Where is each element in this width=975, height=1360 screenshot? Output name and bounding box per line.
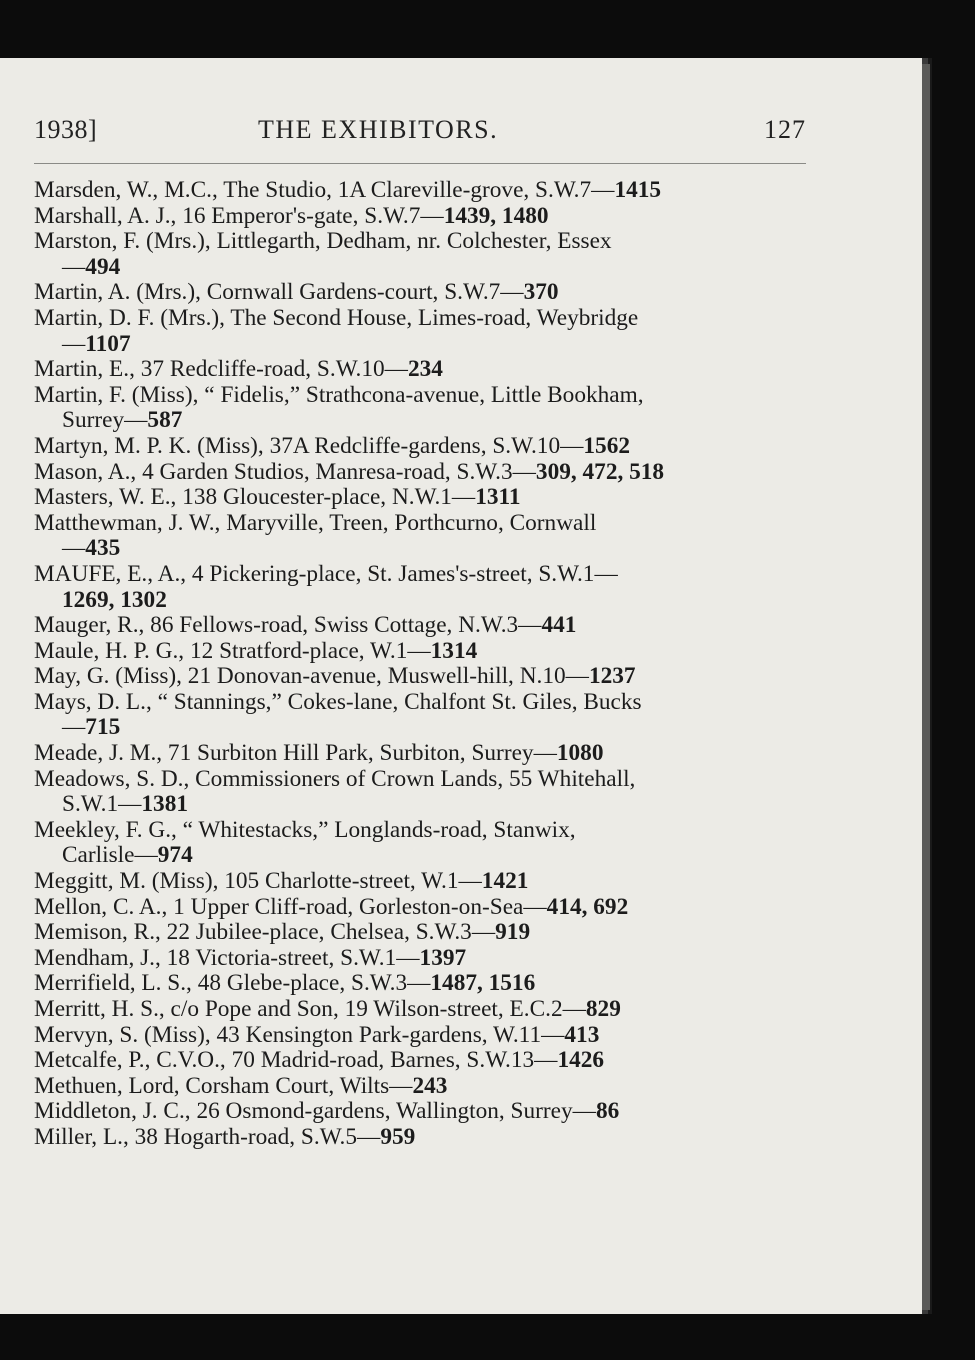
list-item	[34, 460, 809, 486]
list-item	[34, 1023, 809, 1049]
list-item	[34, 178, 809, 204]
entry-continuation	[34, 536, 809, 562]
entry-continuation-text: S.W.1—	[62, 791, 142, 818]
list-item	[34, 920, 809, 946]
list-item	[34, 434, 809, 460]
entry-name-address: Merritt, H. S., c/o Pope and Son, 19 Wilson-street, E.C.2—	[34, 996, 586, 1022]
catalogue-numbers: 1080	[556, 740, 604, 767]
entry-name-address: Martyn, M. P. K. (Miss), 37A Redcliffe-gardens, S.W.10—	[34, 432, 584, 459]
catalogue-numbers: 1562	[583, 432, 630, 459]
catalogue-numbers: 243	[412, 1072, 448, 1099]
entry-text	[34, 229, 809, 255]
entry-continuation-text: —	[62, 330, 86, 357]
entry-text	[34, 895, 809, 921]
entry-text	[34, 664, 809, 690]
entry-name-address: Mellon, C. A., 1 Upper Cliff-road, Gorleston-on-Sea—	[34, 893, 547, 920]
list-item	[34, 946, 809, 972]
entry-text	[34, 1099, 809, 1125]
entry-text	[34, 178, 809, 204]
entry-text	[34, 383, 809, 409]
entry-continuation	[34, 843, 809, 869]
entry-name-address: Memison, R., 22 Jubilee-place, Chelsea, S.W.3—	[34, 919, 496, 946]
entry-continuation	[34, 408, 809, 434]
list-item	[34, 1125, 809, 1151]
entry-text	[34, 818, 809, 844]
entry-text	[34, 997, 809, 1023]
catalogue-numbers: 1426	[557, 1047, 605, 1074]
catalogue-numbers: 1311	[475, 484, 521, 511]
entry-name-address: Marston, F. (Mrs.), Littlegarth, Dedham, nr. Colchester, Essex	[34, 228, 612, 255]
entry-text	[34, 613, 809, 639]
entry-continuation-text: —	[62, 714, 86, 741]
entry-text	[34, 280, 809, 306]
catalogue-numbers: 435	[85, 535, 121, 562]
catalogue-numbers: 1415	[614, 177, 662, 203]
entry-text	[34, 357, 809, 383]
catalogue-numbers: 1237	[588, 663, 636, 690]
entry-continuation	[34, 255, 809, 281]
entry-name-address: Mendham, J., 18 Victoria-street, S.W.1—	[34, 944, 420, 971]
list-item	[34, 1099, 809, 1125]
entry-text	[34, 1125, 809, 1151]
entry-name-address: Masters, W. E., 138 Gloucester-place, N.W.1—	[34, 484, 476, 511]
page-number: 127	[764, 115, 806, 144]
page-edge	[922, 64, 930, 1310]
entry-text	[34, 690, 809, 716]
exhibitor-list	[34, 178, 809, 1151]
catalogue-numbers: 441	[541, 612, 577, 639]
entry-text	[34, 971, 809, 997]
header-title: THE EXHIBITORS.	[258, 115, 499, 144]
list-item	[34, 818, 809, 869]
header-year: 1938]	[34, 115, 98, 144]
entry-continuation-text: —	[62, 253, 86, 280]
catalogue-numbers: 829	[585, 996, 621, 1022]
catalogue-numbers: 1314	[430, 637, 478, 664]
entry-name-address: Meadows, S. D., Commissioners of Crown Lands, 55 Whitehall,	[34, 765, 636, 792]
entry-text	[34, 767, 809, 793]
entry-text	[34, 920, 809, 946]
list-item	[34, 690, 809, 741]
catalogue-numbers: 587	[147, 407, 183, 434]
list-item	[34, 280, 809, 306]
list-item	[34, 613, 809, 639]
entry-text	[34, 1023, 809, 1049]
entry-name-address: Maule, H. P. G., 12 Stratford-place, W.1—	[34, 637, 431, 664]
entry-name-address: Martin, F. (Miss), “ Fidelis,” Strathcona-avenue, Little Bookham,	[34, 381, 644, 408]
catalogue-numbers: 1397	[419, 944, 467, 971]
list-item	[34, 895, 809, 921]
entry-name-address: Mason, A., 4 Garden Studios, Manresa-road, S.W.3—	[34, 458, 536, 485]
catalogue-numbers: 1439, 1480	[443, 202, 549, 229]
entry-text	[34, 639, 809, 665]
entry-continuation	[34, 792, 809, 818]
entry-name-address: Martin, E., 37 Redcliffe-road, S.W.10—	[34, 356, 408, 383]
entry-continuation	[34, 332, 809, 358]
entry-name-address: Miller, L., 38 Hogarth-road, S.W.5—	[34, 1123, 381, 1150]
list-item	[34, 485, 809, 511]
list-item	[34, 357, 809, 383]
catalogue-numbers: 86	[595, 1098, 620, 1125]
entry-name-address: Metcalfe, P., C.V.O., 70 Madrid-road, Barnes, S.W.13—	[34, 1047, 558, 1074]
entry-name-address: Methuen, Lord, Corsham Court, Wilts—	[34, 1072, 413, 1099]
list-item	[34, 664, 809, 690]
entry-text	[34, 1074, 809, 1100]
list-item	[34, 229, 809, 280]
entry-text	[34, 562, 809, 588]
entry-continuation	[34, 588, 809, 614]
entry-name-address: Marshall, A. J., 16 Emperor's-gate, S.W.7—	[34, 202, 444, 229]
catalogue-numbers: 494	[85, 253, 121, 280]
entry-text	[34, 1048, 809, 1074]
entry-name-address: Middleton, J. C., 26 Osmond-gardens, Wallington, Surrey—	[34, 1098, 596, 1125]
entry-name-address: Mauger, R., 86 Fellows-road, Swiss Cottage, N.W.3—	[34, 612, 542, 639]
entry-name-address: MAUFE, E., A., 4 Pickering-place, St. James's-street, S.W.1—	[34, 560, 618, 587]
entry-continuation	[34, 715, 809, 741]
list-item	[34, 511, 809, 562]
catalogue-numbers: 309, 472, 518	[535, 458, 665, 485]
entry-name-address: Meade, J. M., 71 Surbiton Hill Park, Surbiton, Surrey—	[34, 740, 557, 767]
catalogue-numbers: 1269, 1302	[62, 586, 167, 613]
catalogue-numbers: 1421	[481, 868, 529, 895]
list-item	[34, 204, 809, 230]
catalogue-numbers: 1381	[141, 791, 188, 818]
entry-name-address: Martin, A. (Mrs.), Cornwall Gardens-court, S.W.7—	[34, 279, 524, 306]
list-item	[34, 562, 809, 613]
entry-text	[34, 741, 809, 767]
catalogue-numbers: 1487, 1516	[430, 970, 536, 997]
list-item	[34, 971, 809, 997]
catalogue-numbers: 959	[380, 1123, 416, 1150]
list-item	[34, 741, 809, 767]
entry-text	[34, 434, 809, 460]
entry-name-address: Martin, D. F. (Mrs.), The Second House, Limes-road, Weybridge	[34, 304, 639, 331]
entry-name-address: Mays, D. L., “ Stannings,” Cokes-lane, Chalfont St. Giles, Bucks	[34, 688, 642, 715]
entry-name-address: Meekley, F. G., “ Whitestacks,” Longlands-road, Stanwix,	[34, 816, 576, 843]
entry-text	[34, 869, 809, 895]
entry-continuation-text: Surrey—	[62, 407, 148, 434]
entry-name-address: Merrifield, L. S., 48 Glebe-place, S.W.3—	[34, 970, 431, 997]
running-header	[34, 115, 806, 149]
entry-name-address: Mervyn, S. (Miss), 43 Kensington Park-gardens, W.11—	[34, 1021, 565, 1048]
list-item	[34, 767, 809, 818]
catalogue-numbers: 1107	[85, 330, 131, 357]
entry-text	[34, 511, 809, 537]
entry-text	[34, 306, 809, 332]
entry-continuation-text: —	[62, 535, 86, 562]
catalogue-numbers: 974	[157, 842, 193, 869]
entry-name-address: Meggitt, M. (Miss), 105 Charlotte-street, W.1—	[34, 868, 482, 895]
catalogue-numbers: 413	[564, 1021, 600, 1048]
entry-name-address: Marsden, W., M.C., The Studio, 1A Clareville-grove, S.W.7—	[34, 177, 615, 203]
entry-continuation-text: Carlisle—	[62, 842, 158, 869]
list-item	[34, 639, 809, 665]
list-item	[34, 1074, 809, 1100]
list-item	[34, 383, 809, 434]
catalogue-numbers: 234	[407, 356, 443, 383]
list-item	[34, 306, 809, 357]
list-item	[34, 997, 809, 1023]
entry-text	[34, 946, 809, 972]
catalogue-numbers: 919	[495, 919, 531, 946]
entry-text	[34, 485, 809, 511]
list-item	[34, 869, 809, 895]
entry-text	[34, 460, 809, 486]
catalogue-numbers: 414, 692	[546, 893, 629, 920]
header-rule	[34, 163, 806, 164]
entry-name-address: May, G. (Miss), 21 Donovan-avenue, Muswell-hill, N.10—	[34, 663, 589, 690]
catalogue-numbers: 370	[523, 279, 559, 306]
list-item	[34, 1048, 809, 1074]
catalogue-numbers: 715	[85, 714, 121, 741]
entry-text	[34, 204, 809, 230]
entry-name-address: Matthewman, J. W., Maryville, Treen, Porthcurno, Cornwall	[34, 509, 597, 536]
